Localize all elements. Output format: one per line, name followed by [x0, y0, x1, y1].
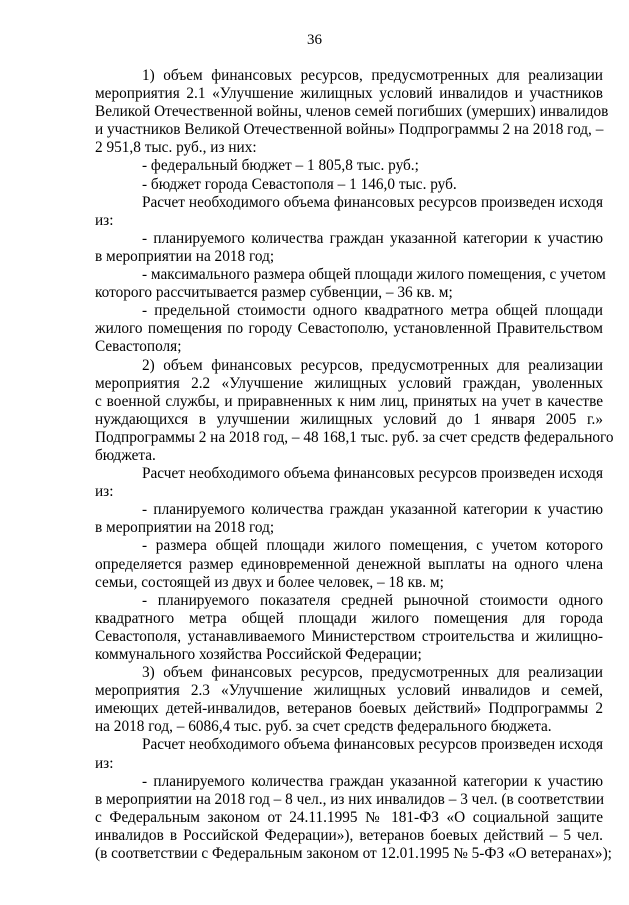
text-line: Расчет необходимого объема финансовых ресурсов произведен исходя: [142, 736, 603, 754]
text-line: с военной службы, и приравненных к ним лиц, принятых на учет в качестве: [95, 392, 603, 410]
text-line: бюджета.: [95, 446, 156, 464]
text-line: Расчет необходимого объема финансовых ресурсов произведен исходя: [142, 465, 603, 483]
text-line: 2 951,8 тыс. руб., из них:: [95, 139, 257, 157]
text-line: из:: [95, 211, 114, 229]
text-line: Расчет необходимого объема финансовых ресурсов произведен исходя: [142, 193, 603, 211]
text-line: - размера общей площади жилого помещения, с учетом которого: [142, 537, 603, 555]
text-line: - планируемого количества граждан указанной категории к участию: [142, 772, 603, 790]
text-line: квадратного метра общей площади жилого помещения для города: [95, 609, 603, 627]
text-line: нуждающихся в улучшении жилищных условий до 1 января 2005 г.»: [95, 410, 603, 428]
text-line: 1) объем финансовых ресурсов, предусмотренных для реализации: [142, 67, 603, 84]
text-line: - федеральный бюджет – 1 805,8 тыс. руб.;: [142, 157, 419, 175]
text-line: 2) объем финансовых ресурсов, предусмотренных для реализации: [142, 356, 603, 374]
text-line: семьи, состоящей из двух и более человек, – 18 кв. м;: [95, 573, 444, 591]
text-line: - планируемого показателя средней рыночной стоимости одного: [142, 591, 603, 609]
text-line: с Федеральным законом от 24.11.1995 № 181-ФЗ «О социальной защите: [95, 808, 603, 826]
text-line: определяется размер единовременной денежной выплаты на одного члена: [95, 555, 603, 573]
text-line: жилого помещения по городу Севастополю, установленной Правительством: [95, 320, 603, 338]
text-line: - бюджет города Севастополя – 1 146,0 тыс. руб.: [142, 175, 457, 193]
text-line: мероприятия 2.2 «Улучшение жилищных условий граждан, уволенных: [95, 374, 603, 392]
text-line: инвалидов в Российской Федерации»), ветеранов боевых действий – 5 чел.: [95, 826, 603, 844]
text-line: Севастополя, устанавливаемого Министерством строительства и жилищно-: [95, 627, 603, 645]
text-line: - планируемого количества граждан указанной категории к участию: [142, 229, 603, 247]
text-line: мероприятия 2.1 «Улучшение жилищных условий инвалидов и участников: [95, 85, 603, 103]
text-line: Севастополя;: [95, 338, 182, 356]
text-line: и участников Великой Отечественной войны» Подпрограммы 2 на 2018 год, –: [95, 121, 604, 139]
page-number: 36: [307, 32, 322, 48]
text-line: мероприятия 2.3 «Улучшение жилищных условий инвалидов и семей,: [95, 682, 603, 700]
text-line: в мероприятии на 2018 год;: [95, 247, 275, 265]
text-line: коммунального хозяйства Российской Федерации;: [95, 646, 422, 663]
text-line: - максимального размера общей площади жилого помещения, с учетом: [142, 266, 606, 284]
text-line: имеющих детей-инвалидов, ветеранов боевых действий» Подпрограммы 2: [95, 700, 603, 718]
text-line: которого рассчитывается размер субвенции, – 36 кв. м;: [95, 284, 453, 302]
text-line: Подпрограммы 2 на 2018 год, – 48 168,1 тыс. руб. за счет средств федерального: [95, 428, 614, 446]
text-line: в мероприятии на 2018 год – 8 чел., из них инвалидов – 3 чел. (в соответствии: [95, 790, 605, 808]
text-line: Великой Отечественной войны, членов семей погибших (умерших) инвалидов: [95, 103, 609, 121]
text-line: из:: [95, 754, 114, 772]
text-line: на 2018 год, – 6086,4 тыс. руб. за счет средств федерального бюджета.: [95, 718, 552, 736]
text-line: (в соответствии с Федеральным законом от 12.01.1995 № 5-ФЗ «О ветеранах»);: [95, 845, 612, 863]
document-body: [95, 67, 614, 863]
text-line: из:: [95, 483, 114, 501]
text-line: 3) объем финансовых ресурсов, предусмотренных для реализации: [142, 664, 603, 682]
text-line: в мероприятии на 2018 год;: [95, 519, 275, 537]
text-line: - предельной стоимости одного квадратного метра общей площади: [142, 302, 603, 320]
text-line: - планируемого количества граждан указанной категории к участию: [142, 501, 603, 519]
